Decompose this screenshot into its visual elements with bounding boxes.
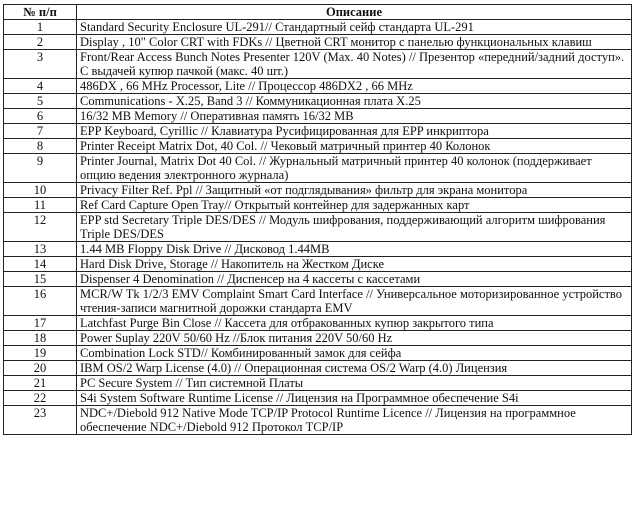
- row-number: 15: [4, 272, 77, 287]
- table-row: [4, 361, 632, 376]
- table-row: [4, 406, 632, 435]
- table-row: [4, 316, 632, 331]
- row-number: 16: [4, 287, 77, 316]
- row-description: Communications - X.25, Band 3 // Коммуникационная плата X.25: [77, 94, 632, 109]
- row-description: Printer Receipt Matrix Dot, 40 Col. // Чековый матричный принтер 40 Колонок: [77, 139, 632, 154]
- table-row: [4, 346, 632, 361]
- table-row: [4, 213, 632, 242]
- table-row: [4, 79, 632, 94]
- table-row: [4, 139, 632, 154]
- table-row: [4, 109, 632, 124]
- row-number: 18: [4, 331, 77, 346]
- table-row: [4, 198, 632, 213]
- row-description: PC Secure System // Тип системной Платы: [77, 376, 632, 391]
- table-row: [4, 272, 632, 287]
- row-description: Dispenser 4 Denomination // Диспенсер на 4 кассеты с кассетами: [77, 272, 632, 287]
- row-number: 2: [4, 35, 77, 50]
- row-description: Ref Card Capture Open Tray// Открытый контейнер для задержанных карт: [77, 198, 632, 213]
- row-description: 16/32 MB Memory // Оперативная память 16/32 MB: [77, 109, 632, 124]
- row-description: Privacy Filter Ref. Ppl // Защитный «от подглядывания» фильтр для экрана монитора: [77, 183, 632, 198]
- row-description: Standard Security Enclosure UL-291// Стандартный сейф стандарта UL-291: [77, 20, 632, 35]
- row-description: IBM OS/2 Warp License (4.0) // Операционная система OS/2 Warp (4.0) Лицензия: [77, 361, 632, 376]
- row-number: 19: [4, 346, 77, 361]
- row-description: NDC+/Diebold 912 Native Mode TCP/IP Protocol Runtime Licence // Лицензия на программное обеспечение NDC+/Diebold 912 Протокол TCP/IP: [77, 406, 632, 435]
- row-description: Combination Lock STD// Комбинированный замок для сейфа: [77, 346, 632, 361]
- header-description: Описание: [77, 5, 632, 20]
- row-number: 4: [4, 79, 77, 94]
- row-number: 10: [4, 183, 77, 198]
- header-number: № п/п: [4, 5, 77, 20]
- table-row: [4, 20, 632, 35]
- row-number: 9: [4, 154, 77, 183]
- table-body: [4, 20, 632, 435]
- row-description: Power Suplay 220V 50/60 Hz //Блок питания 220V 50/60 Hz: [77, 331, 632, 346]
- row-description: Front/Rear Access Bunch Notes Presenter 120V (Max. 40 Notes) // Презентор «передний/задний доступ». С выдачей купюр пачкой (макс. 40 шт.): [77, 50, 632, 79]
- table-row: [4, 50, 632, 79]
- row-description: Display , 10" Color CRT with FDKs // Цветной CRT монитор с панелью функциональных клавиш: [77, 35, 632, 50]
- row-number: 7: [4, 124, 77, 139]
- row-description: S4i System Software Runtime License // Лицензия на Программное обеспечение S4i: [77, 391, 632, 406]
- row-number: 22: [4, 391, 77, 406]
- row-description: Printer Journal, Matrix Dot 40 Col. // Журнальный матричный принтер 40 колонок (поддерживает опцию ведения электронного журнала): [77, 154, 632, 183]
- table-row: [4, 242, 632, 257]
- table-row: [4, 94, 632, 109]
- row-number: 5: [4, 94, 77, 109]
- specification-table: [3, 4, 632, 435]
- row-number: 17: [4, 316, 77, 331]
- specification-sheet: [3, 4, 631, 435]
- row-number: 11: [4, 198, 77, 213]
- table-header-row: [4, 5, 632, 20]
- table-row: [4, 391, 632, 406]
- table-row: [4, 183, 632, 198]
- row-number: 12: [4, 213, 77, 242]
- table-row: [4, 257, 632, 272]
- row-description: MCR/W Tk 1/2/3 EMV Complaint Smart Card Interface // Универсальное моторизированное устройство чтения-записи магнитной дорожки стандарта EMV: [77, 287, 632, 316]
- table-row: [4, 287, 632, 316]
- table-row: [4, 376, 632, 391]
- row-description: EPP Keyboard, Cyrillic // Клавиатура Русифицированная для EPP инкриптора: [77, 124, 632, 139]
- table-row: [4, 35, 632, 50]
- table-row: [4, 331, 632, 346]
- row-number: 6: [4, 109, 77, 124]
- row-number: 3: [4, 50, 77, 79]
- row-number: 8: [4, 139, 77, 154]
- table-row: [4, 124, 632, 139]
- row-description: 486DX , 66 MHz Processor, Lite // Процессор 486DX2 , 66 MHz: [77, 79, 632, 94]
- row-number: 1: [4, 20, 77, 35]
- row-description: Latchfast Purge Bin Close // Кассета для отбракованных купюр закрытого типа: [77, 316, 632, 331]
- row-number: 14: [4, 257, 77, 272]
- row-number: 13: [4, 242, 77, 257]
- row-description: 1.44 MB Floppy Disk Drive // Дисковод 1.44MB: [77, 242, 632, 257]
- row-number: 20: [4, 361, 77, 376]
- row-description: EPP std Secretary Triple DES/DES // Модуль шифрования, поддерживающий алгоритм шифрования Triple DES/DES: [77, 213, 632, 242]
- row-number: 21: [4, 376, 77, 391]
- row-description: Hard Disk Drive, Storage // Накопитель на Жестком Диске: [77, 257, 632, 272]
- table-row: [4, 154, 632, 183]
- row-number: 23: [4, 406, 77, 435]
